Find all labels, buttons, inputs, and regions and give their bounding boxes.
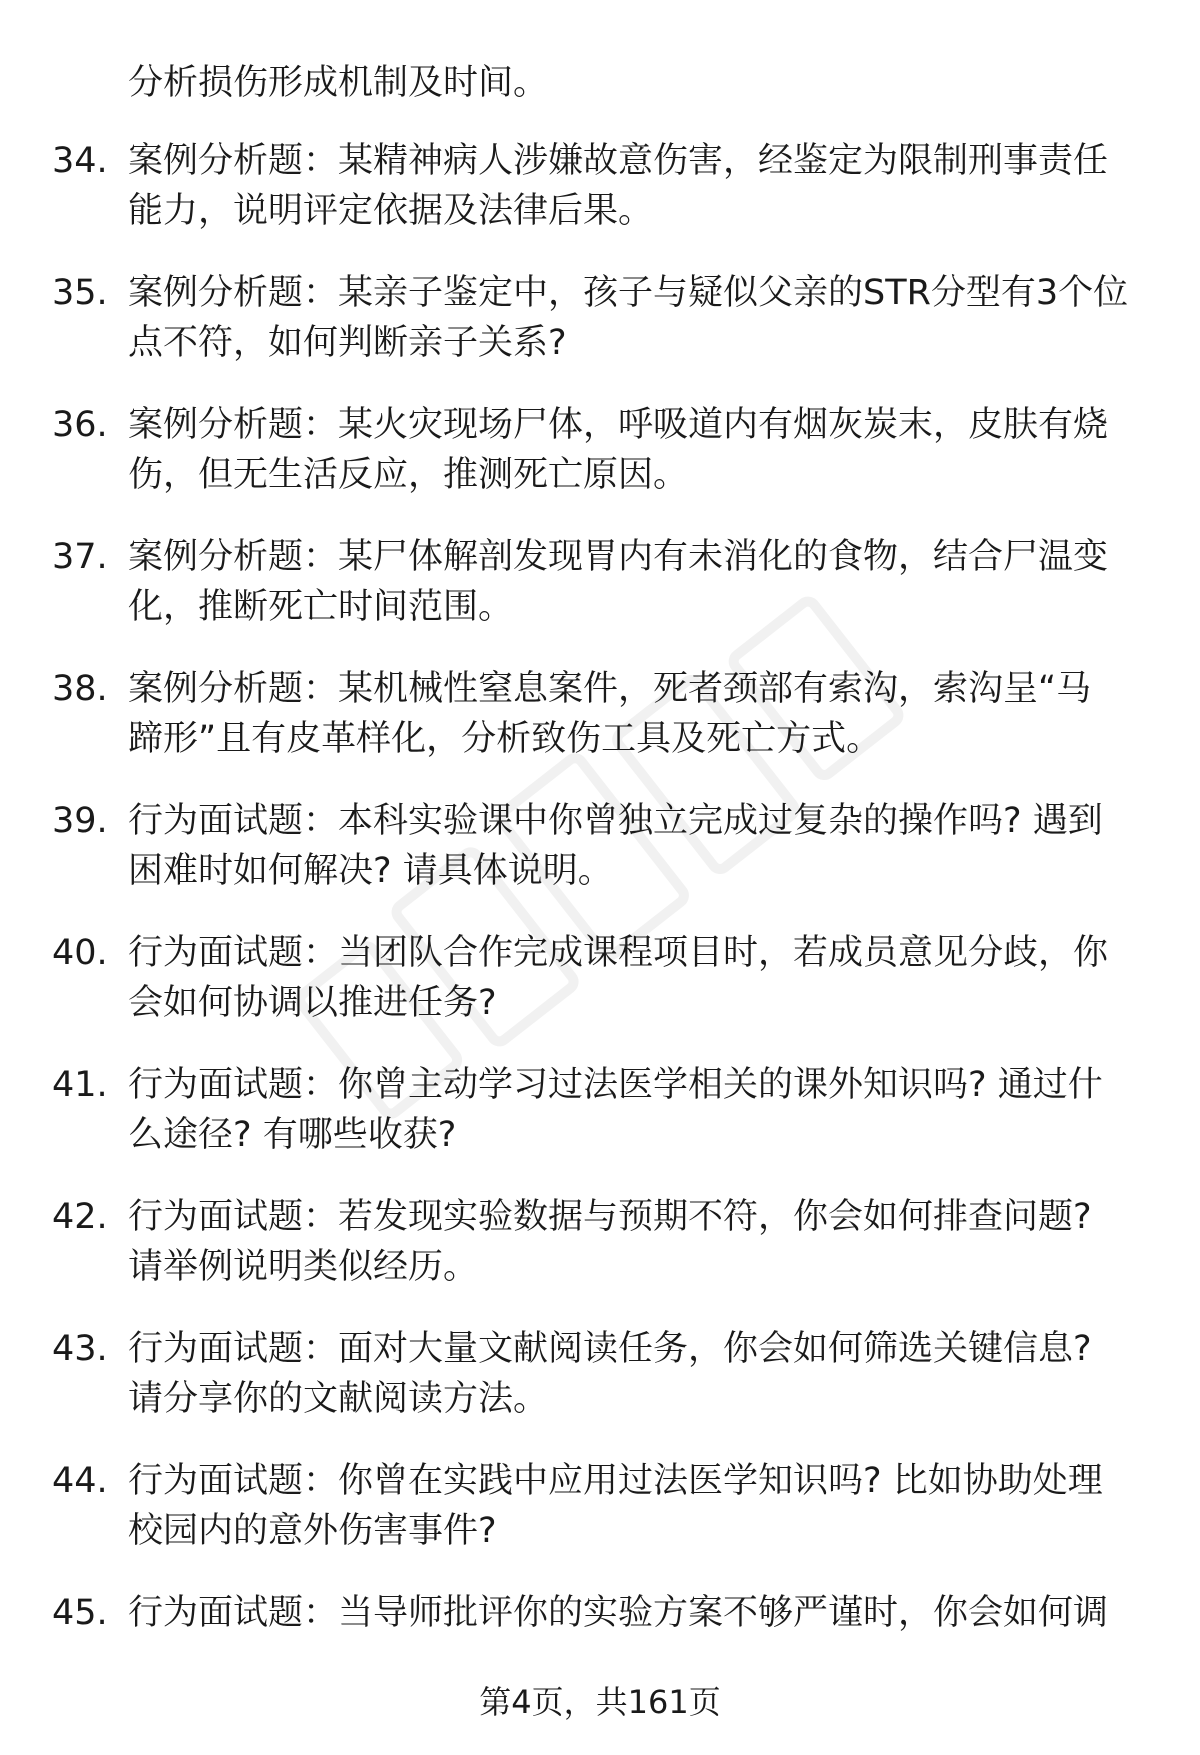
item-number: 41. [52, 1065, 108, 1105]
item-text-line: 行为面试题：面对大量文献阅读任务，你会如何筛选关键信息? [128, 1329, 1092, 1369]
item-number: 42. [52, 1197, 108, 1237]
item-text-line: 行为面试题：若发现实验数据与预期不符，你会如何排查问题? [128, 1197, 1092, 1237]
item-number: 44. [52, 1461, 108, 1501]
item-text-line: 案例分析题：某火灾现场尸体，呼吸道内有烟灰炭末，皮肤有烧 [128, 405, 1109, 445]
item-text-line: 校园内的意外伤害事件? [128, 1511, 497, 1551]
item-number: 40. [52, 933, 108, 973]
item-text-line: 案例分析题：某尸体解剖发现胃内有未消化的食物，结合尸温变 [128, 537, 1109, 577]
item-number: 38. [52, 669, 108, 709]
item-number: 37. [52, 537, 108, 577]
item-text-line: 案例分析题：某亲子鉴定中，孩子与疑似父亲的STR分型有3个位 [128, 273, 1129, 313]
item-text-line: 行为面试题：本科实验课中你曾独立完成过复杂的操作吗? 遇到 [128, 801, 1103, 841]
item-text-line: 请举例说明类似经历。 [128, 1247, 479, 1287]
item-text-line: 案例分析题：某精神病人涉嫌故意伤害，经鉴定为限制刑事责任 [128, 141, 1109, 181]
item-number: 35. [52, 273, 108, 313]
item-text-line: 会如何协调以推进任务? [128, 983, 497, 1023]
item-text-line: 化，推断死亡时间范围。 [128, 587, 514, 627]
item-text-line: 行为面试题：当团队合作完成课程项目时，若成员意见分歧，你 [128, 933, 1109, 973]
item-number: 34. [52, 141, 108, 181]
item-text-line: 案例分析题：某机械性窒息案件，死者颈部有索沟，索沟呈“马 [128, 669, 1092, 709]
item-number: 45. [52, 1593, 108, 1633]
item-text-line: 行为面试题：你曾在实践中应用过法医学知识吗? 比如协助处理 [128, 1461, 1103, 1501]
item-number: 43. [52, 1329, 108, 1369]
item-text-line: 困难时如何解决? 请具体说明。 [128, 851, 613, 891]
item-text-line: 点不符，如何判断亲子关系? [128, 323, 567, 363]
item-text-line: 能力，说明评定依据及法律后果。 [128, 191, 654, 231]
item-number: 36. [52, 405, 108, 445]
item-number: 39. [52, 801, 108, 841]
item-text-line: 么途径? 有哪些收获? [128, 1115, 457, 1155]
item-text-line: 行为面试题：当导师批评你的实验方案不够严谨时，你会如何调 [128, 1593, 1109, 1633]
item-text-line: 伤，但无生活反应，推测死亡原因。 [128, 455, 689, 495]
item-text-line: 蹄形”且有皮革样化，分析致伤工具及死亡方式。 [128, 719, 882, 759]
item-text-line: 行为面试题：你曾主动学习过法医学相关的课外知识吗? 通过什 [128, 1065, 1103, 1105]
item-text-line: 请分享你的文献阅读方法。 [128, 1379, 549, 1419]
page-footer: 第4页，共161页 [479, 1683, 721, 1721]
continuation-text: 分析损伤形成机制及时间。 [128, 63, 549, 103]
